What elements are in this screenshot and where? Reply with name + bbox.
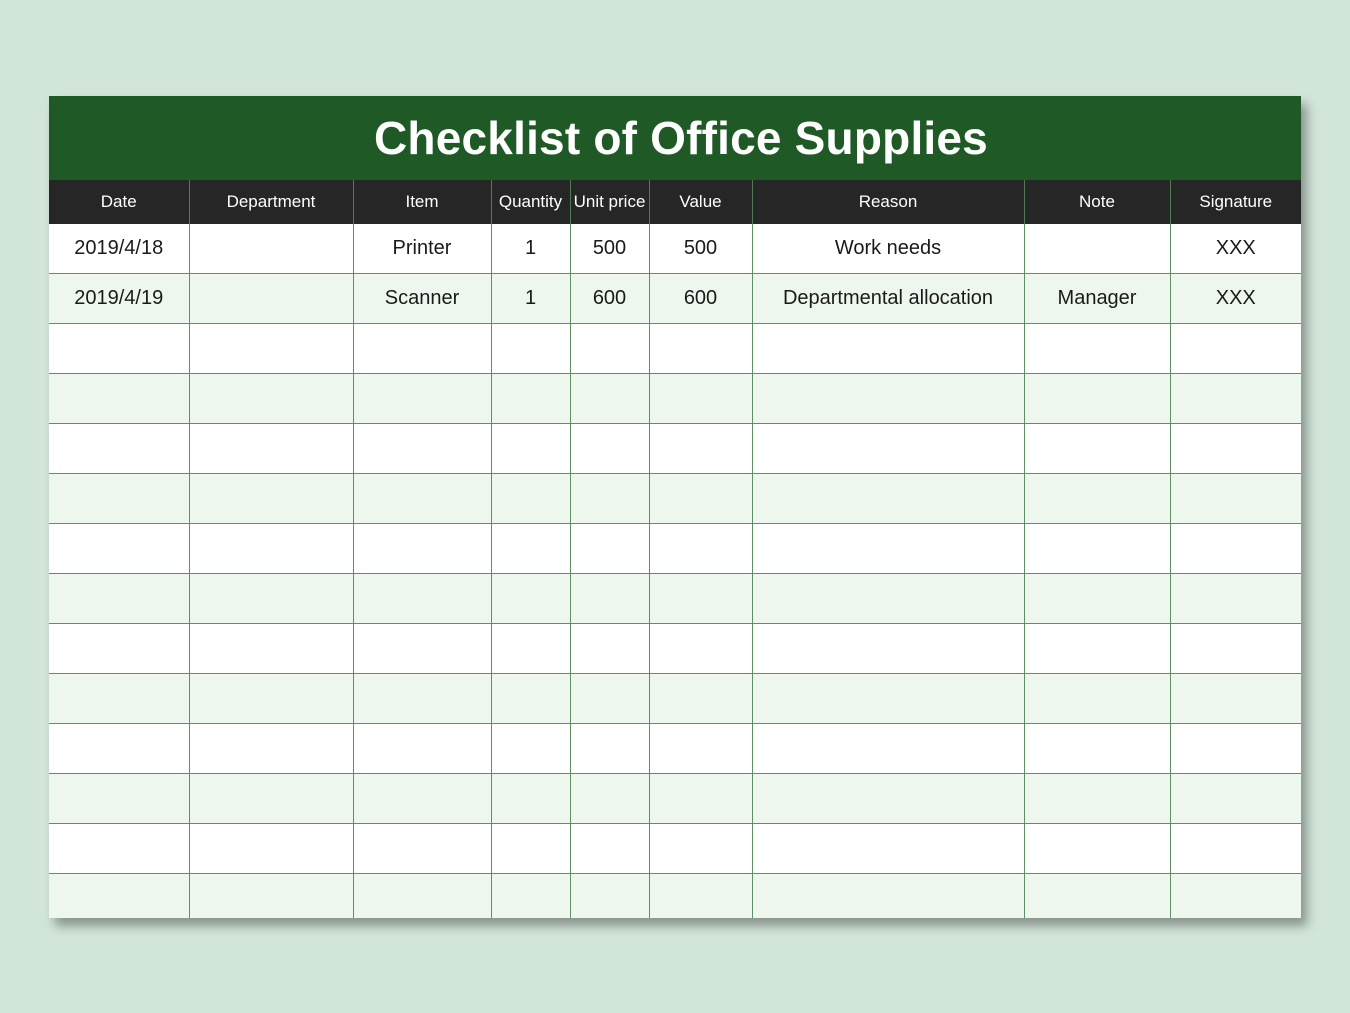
table-row <box>49 524 1301 574</box>
cell-value[interactable] <box>649 524 752 574</box>
column-header-note[interactable]: Note <box>1024 180 1170 224</box>
cell-unit-price[interactable] <box>570 374 649 424</box>
table-row <box>49 324 1301 374</box>
cell-item[interactable] <box>353 824 491 874</box>
cell-quantity[interactable] <box>491 724 570 774</box>
cell-note[interactable] <box>1024 874 1170 919</box>
cell-quantity[interactable] <box>491 774 570 824</box>
cell-date[interactable] <box>49 574 189 624</box>
cell-date[interactable] <box>49 474 189 524</box>
cell-reason[interactable]: Work needs <box>752 224 1024 274</box>
cell-value[interactable] <box>649 424 752 474</box>
cell-value[interactable]: 500 <box>649 224 752 274</box>
cell-date[interactable] <box>49 874 189 919</box>
cell-unit-price[interactable] <box>570 524 649 574</box>
table-row <box>49 374 1301 424</box>
table-row <box>49 224 1301 274</box>
cell-item[interactable] <box>353 874 491 919</box>
cell-reason[interactable] <box>752 374 1024 424</box>
column-header-date[interactable]: Date <box>100 192 137 211</box>
title-bar <box>49 96 1301 180</box>
cell-reason[interactable] <box>752 424 1024 474</box>
cell-quantity[interactable]: 1 <box>491 274 570 324</box>
cell-unit-price[interactable] <box>570 774 649 824</box>
cell-note[interactable] <box>1024 224 1170 274</box>
column-header-unit-price[interactable]: Unit price <box>570 180 649 224</box>
table-row <box>49 724 1301 774</box>
cell-note[interactable] <box>1024 724 1170 774</box>
cell-value[interactable] <box>649 674 752 724</box>
cell-reason[interactable] <box>752 774 1024 824</box>
cell-note[interactable]: Manager <box>1024 274 1170 324</box>
cell-value[interactable] <box>649 874 752 919</box>
checklist-sheet <box>49 96 1301 918</box>
cell-signature[interactable] <box>1170 374 1301 424</box>
cell-date[interactable] <box>49 524 189 574</box>
cell-department[interactable] <box>189 424 353 474</box>
cell-item[interactable] <box>353 474 491 524</box>
cell-date[interactable] <box>49 324 189 374</box>
cell-department[interactable] <box>189 524 353 574</box>
table-row <box>49 874 1301 919</box>
cell-date[interactable] <box>49 374 189 424</box>
cell-signature[interactable] <box>1170 424 1301 474</box>
cell-signature[interactable] <box>1170 474 1301 524</box>
cell-item[interactable] <box>353 774 491 824</box>
table-row <box>49 824 1301 874</box>
cell-item[interactable] <box>353 574 491 624</box>
cell-signature[interactable]: XXX <box>1170 224 1301 274</box>
cell-item[interactable] <box>353 424 491 474</box>
cell-reason[interactable]: Departmental allocation <box>752 274 1024 324</box>
cell-reason[interactable] <box>752 624 1024 674</box>
cell-unit-price[interactable] <box>570 474 649 524</box>
cell-reason[interactable] <box>752 524 1024 574</box>
cell-signature[interactable] <box>1170 824 1301 874</box>
cell-quantity[interactable] <box>491 874 570 919</box>
cell-value[interactable] <box>649 574 752 624</box>
column-header-department[interactable]: Department <box>189 180 353 224</box>
cell-note[interactable] <box>1024 824 1170 874</box>
cell-department[interactable] <box>189 824 353 874</box>
cell-date[interactable] <box>49 724 189 774</box>
cell-date[interactable] <box>49 824 189 874</box>
cell-quantity[interactable] <box>491 474 570 524</box>
cell-department[interactable] <box>189 874 353 919</box>
cell-date[interactable] <box>49 424 189 474</box>
column-header-item[interactable]: Item <box>353 180 491 224</box>
cell-unit-price[interactable] <box>570 674 649 724</box>
cell-signature[interactable] <box>1170 574 1301 624</box>
cell-item[interactable]: Printer <box>353 224 491 274</box>
cell-value[interactable] <box>649 474 752 524</box>
cell-reason[interactable] <box>752 674 1024 724</box>
table-row <box>49 624 1301 674</box>
cell-signature[interactable] <box>1170 724 1301 774</box>
cell-signature[interactable] <box>1170 524 1301 574</box>
cell-item[interactable] <box>353 374 491 424</box>
cell-reason[interactable] <box>752 874 1024 919</box>
cell-unit-price[interactable] <box>570 824 649 874</box>
cell-value[interactable] <box>649 324 752 374</box>
cell-item[interactable] <box>353 724 491 774</box>
table-body <box>49 224 1301 918</box>
cell-reason[interactable] <box>752 574 1024 624</box>
cell-quantity[interactable] <box>491 524 570 574</box>
cell-item[interactable] <box>353 674 491 724</box>
cell-department[interactable] <box>189 474 353 524</box>
header-row <box>49 180 1301 224</box>
cell-value[interactable] <box>649 624 752 674</box>
cell-quantity[interactable] <box>491 424 570 474</box>
cell-value[interactable] <box>649 824 752 874</box>
cell-quantity[interactable] <box>491 674 570 724</box>
cell-reason[interactable] <box>752 724 1024 774</box>
cell-value[interactable]: 600 <box>649 274 752 324</box>
cell-reason[interactable] <box>752 474 1024 524</box>
cell-department[interactable] <box>189 324 353 374</box>
cell-note[interactable] <box>1024 624 1170 674</box>
supplies-table <box>49 180 1301 918</box>
cell-unit-price[interactable] <box>570 874 649 919</box>
cell-value[interactable] <box>649 724 752 774</box>
cell-item[interactable] <box>353 324 491 374</box>
cell-value[interactable] <box>649 774 752 824</box>
table-row <box>49 474 1301 524</box>
cell-signature[interactable] <box>1170 624 1301 674</box>
table-row <box>49 774 1301 824</box>
cell-department[interactable] <box>189 224 353 274</box>
cell-value[interactable] <box>649 374 752 424</box>
table-row <box>49 274 1301 324</box>
cell-quantity[interactable] <box>491 374 570 424</box>
cell-signature[interactable] <box>1170 874 1301 919</box>
cell-quantity[interactable] <box>491 624 570 674</box>
cell-unit-price[interactable] <box>570 724 649 774</box>
cell-note[interactable] <box>1024 674 1170 724</box>
cell-item[interactable] <box>353 624 491 674</box>
cell-date[interactable]: 2019/4/18 <box>49 224 189 274</box>
cell-unit-price[interactable] <box>570 424 649 474</box>
cell-note[interactable] <box>1024 374 1170 424</box>
cell-department[interactable] <box>189 274 353 324</box>
cell-department[interactable] <box>189 724 353 774</box>
cell-signature[interactable]: XXX <box>1170 274 1301 324</box>
cell-unit-price[interactable] <box>570 574 649 624</box>
cell-unit-price[interactable] <box>570 324 649 374</box>
cell-date[interactable] <box>49 674 189 724</box>
cell-quantity[interactable]: 1 <box>491 224 570 274</box>
cell-signature[interactable] <box>1170 674 1301 724</box>
table-row <box>49 674 1301 724</box>
cell-item[interactable]: Scanner <box>353 274 491 324</box>
table-row <box>49 574 1301 624</box>
cell-signature[interactable] <box>1170 324 1301 374</box>
cell-date[interactable] <box>49 624 189 674</box>
cell-department[interactable] <box>189 674 353 724</box>
cell-unit-price[interactable] <box>570 624 649 674</box>
cell-department[interactable] <box>189 574 353 624</box>
cell-unit-price[interactable]: 500 <box>570 224 649 274</box>
cell-note[interactable] <box>1024 574 1170 624</box>
cell-department[interactable] <box>189 774 353 824</box>
cell-item[interactable] <box>353 524 491 574</box>
sheet-title: Checklist of Office Supplies <box>374 112 988 164</box>
cell-reason[interactable] <box>752 324 1024 374</box>
cell-quantity[interactable] <box>491 824 570 874</box>
cell-signature[interactable] <box>1170 774 1301 824</box>
column-header-signature[interactable]: Signature <box>1170 180 1301 224</box>
column-header-value[interactable]: Value <box>649 180 752 224</box>
cell-date[interactable]: 2019/4/19 <box>49 274 189 324</box>
cell-date[interactable] <box>49 774 189 824</box>
cell-note[interactable] <box>1024 774 1170 824</box>
cell-unit-price[interactable]: 600 <box>570 274 649 324</box>
cell-note[interactable] <box>1024 474 1170 524</box>
cell-note[interactable] <box>1024 524 1170 574</box>
column-header-reason[interactable]: Reason <box>752 180 1024 224</box>
table-row <box>49 424 1301 474</box>
cell-quantity[interactable] <box>491 574 570 624</box>
cell-department[interactable] <box>189 374 353 424</box>
cell-note[interactable] <box>1024 324 1170 374</box>
cell-quantity[interactable] <box>491 324 570 374</box>
cell-reason[interactable] <box>752 824 1024 874</box>
cell-department[interactable] <box>189 624 353 674</box>
column-header-quantity[interactable]: Quantity <box>491 180 570 224</box>
cell-note[interactable] <box>1024 424 1170 474</box>
